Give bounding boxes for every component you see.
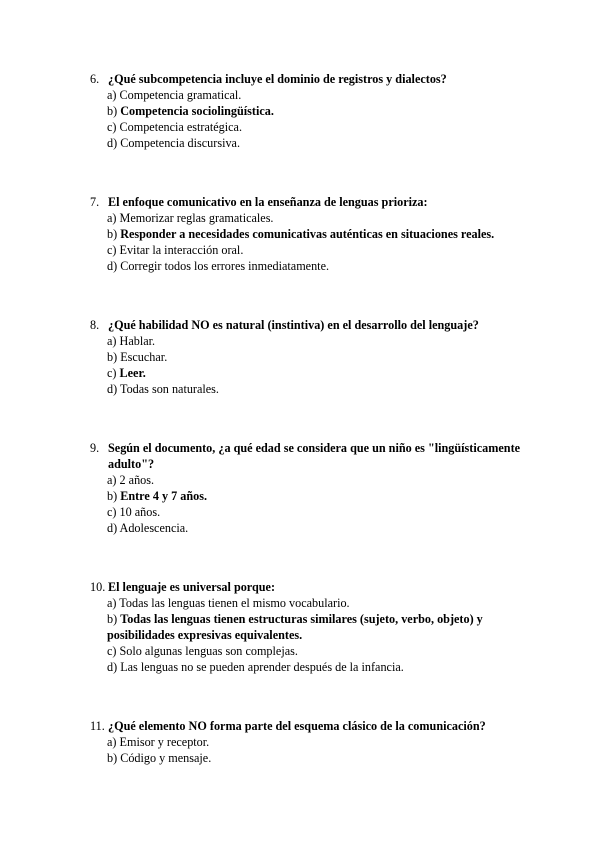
option-d bbox=[107, 659, 530, 675]
option-text: Evitar la interacción oral. bbox=[119, 243, 244, 257]
question-heading bbox=[90, 71, 530, 87]
option-a bbox=[107, 595, 530, 611]
options-list bbox=[107, 472, 530, 536]
question-heading bbox=[90, 440, 530, 472]
option-letter: b) bbox=[107, 612, 118, 626]
option-text: Escuchar. bbox=[120, 350, 168, 364]
option-text-correct: Leer. bbox=[119, 366, 146, 380]
option-text: Corregir todos los errores inmediatamente. bbox=[120, 259, 330, 273]
option-a bbox=[107, 210, 530, 226]
question-text: ¿Qué subcompetencia incluye el dominio de registros y dialectos? bbox=[108, 72, 447, 86]
question-heading bbox=[90, 194, 530, 210]
option-a bbox=[107, 734, 530, 750]
option-letter: a) bbox=[107, 473, 117, 487]
option-text: Competencia gramatical. bbox=[119, 88, 242, 102]
option-text: 10 años. bbox=[119, 505, 161, 519]
option-text-correct: Responder a necesidades comunicativas auténticas en situaciones reales. bbox=[120, 227, 495, 241]
question-11 bbox=[90, 718, 530, 766]
question-text: ¿Qué habilidad NO es natural (instintiva) en el desarrollo del lenguaje? bbox=[108, 318, 479, 332]
option-b bbox=[107, 103, 530, 119]
question-9 bbox=[90, 440, 530, 536]
option-letter: c) bbox=[107, 120, 117, 134]
option-text: Adolescencia. bbox=[119, 521, 189, 535]
option-d bbox=[107, 520, 530, 536]
option-d bbox=[107, 381, 530, 397]
option-letter: d) bbox=[107, 382, 118, 396]
option-c bbox=[107, 365, 530, 381]
option-b bbox=[107, 349, 530, 365]
option-c bbox=[107, 119, 530, 135]
option-text: Emisor y receptor. bbox=[119, 735, 210, 749]
option-letter: b) bbox=[107, 104, 118, 118]
option-a bbox=[107, 87, 530, 103]
option-letter: b) bbox=[107, 489, 118, 503]
question-number: 11. bbox=[90, 719, 105, 733]
option-text: Competencia estratégica. bbox=[119, 120, 243, 134]
option-b bbox=[107, 226, 530, 242]
option-text: Todas las lenguas tienen el mismo vocabulario. bbox=[119, 596, 350, 610]
option-letter: d) bbox=[107, 521, 118, 535]
option-text: Solo algunas lenguas son complejas. bbox=[119, 644, 298, 658]
question-heading bbox=[90, 718, 530, 734]
options-list bbox=[107, 595, 530, 675]
option-letter: a) bbox=[107, 596, 117, 610]
option-d bbox=[107, 258, 530, 274]
option-letter: b) bbox=[107, 350, 118, 364]
question-number: 10. bbox=[90, 580, 106, 594]
option-text: 2 años. bbox=[119, 473, 155, 487]
option-letter: b) bbox=[107, 751, 118, 765]
option-text-correct: Todas las lenguas tienen estructuras similares (sujeto, verbo, objeto) y posibilidades expresivas equivalentes. bbox=[107, 612, 483, 642]
option-letter: a) bbox=[107, 735, 117, 749]
option-text: Todas son naturales. bbox=[119, 382, 219, 396]
question-7 bbox=[90, 194, 530, 274]
option-a bbox=[107, 333, 530, 349]
options-list bbox=[107, 734, 530, 766]
option-text-correct: Competencia sociolingüística. bbox=[120, 104, 274, 118]
question-10 bbox=[90, 579, 530, 675]
question-number: 6. bbox=[90, 72, 100, 86]
option-text: Competencia discursiva. bbox=[120, 136, 241, 150]
option-text: Hablar. bbox=[119, 334, 156, 348]
question-number: 9. bbox=[90, 441, 100, 455]
option-b bbox=[107, 750, 530, 766]
option-c bbox=[107, 504, 530, 520]
option-letter: d) bbox=[107, 136, 118, 150]
option-letter: c) bbox=[107, 366, 117, 380]
question-text: El enfoque comunicativo en la enseñanza de lenguas prioriza: bbox=[108, 195, 428, 209]
question-8 bbox=[90, 317, 530, 397]
option-c bbox=[107, 643, 530, 659]
option-c bbox=[107, 242, 530, 258]
option-b bbox=[107, 488, 530, 504]
question-text: El lenguaje es universal porque: bbox=[108, 580, 276, 594]
option-b bbox=[107, 611, 530, 643]
option-d bbox=[107, 135, 530, 151]
question-heading bbox=[90, 317, 530, 333]
options-list bbox=[107, 333, 530, 397]
option-letter: c) bbox=[107, 505, 117, 519]
option-text: Código y mensaje. bbox=[120, 751, 212, 765]
option-letter: d) bbox=[107, 259, 118, 273]
question-text: Según el documento, ¿a qué edad se considera que un niño es "lingüísticamente adulto"? bbox=[108, 441, 521, 471]
option-letter: b) bbox=[107, 227, 118, 241]
option-text: Las lenguas no se pueden aprender después de la infancia. bbox=[120, 660, 404, 674]
question-text: ¿Qué elemento NO forma parte del esquema clásico de la comunicación? bbox=[108, 719, 486, 733]
question-heading bbox=[90, 579, 530, 595]
option-text: Memorizar reglas gramaticales. bbox=[119, 211, 274, 225]
option-letter: c) bbox=[107, 644, 117, 658]
option-letter: d) bbox=[107, 660, 118, 674]
option-a bbox=[107, 472, 530, 488]
option-letter: c) bbox=[107, 243, 117, 257]
options-list bbox=[107, 87, 530, 151]
options-list bbox=[107, 210, 530, 274]
option-letter: a) bbox=[107, 334, 117, 348]
question-6 bbox=[90, 71, 530, 151]
question-number: 7. bbox=[90, 195, 100, 209]
question-number: 8. bbox=[90, 318, 100, 332]
option-letter: a) bbox=[107, 211, 117, 225]
option-letter: a) bbox=[107, 88, 117, 102]
option-text-correct: Entre 4 y 7 años. bbox=[120, 489, 207, 503]
